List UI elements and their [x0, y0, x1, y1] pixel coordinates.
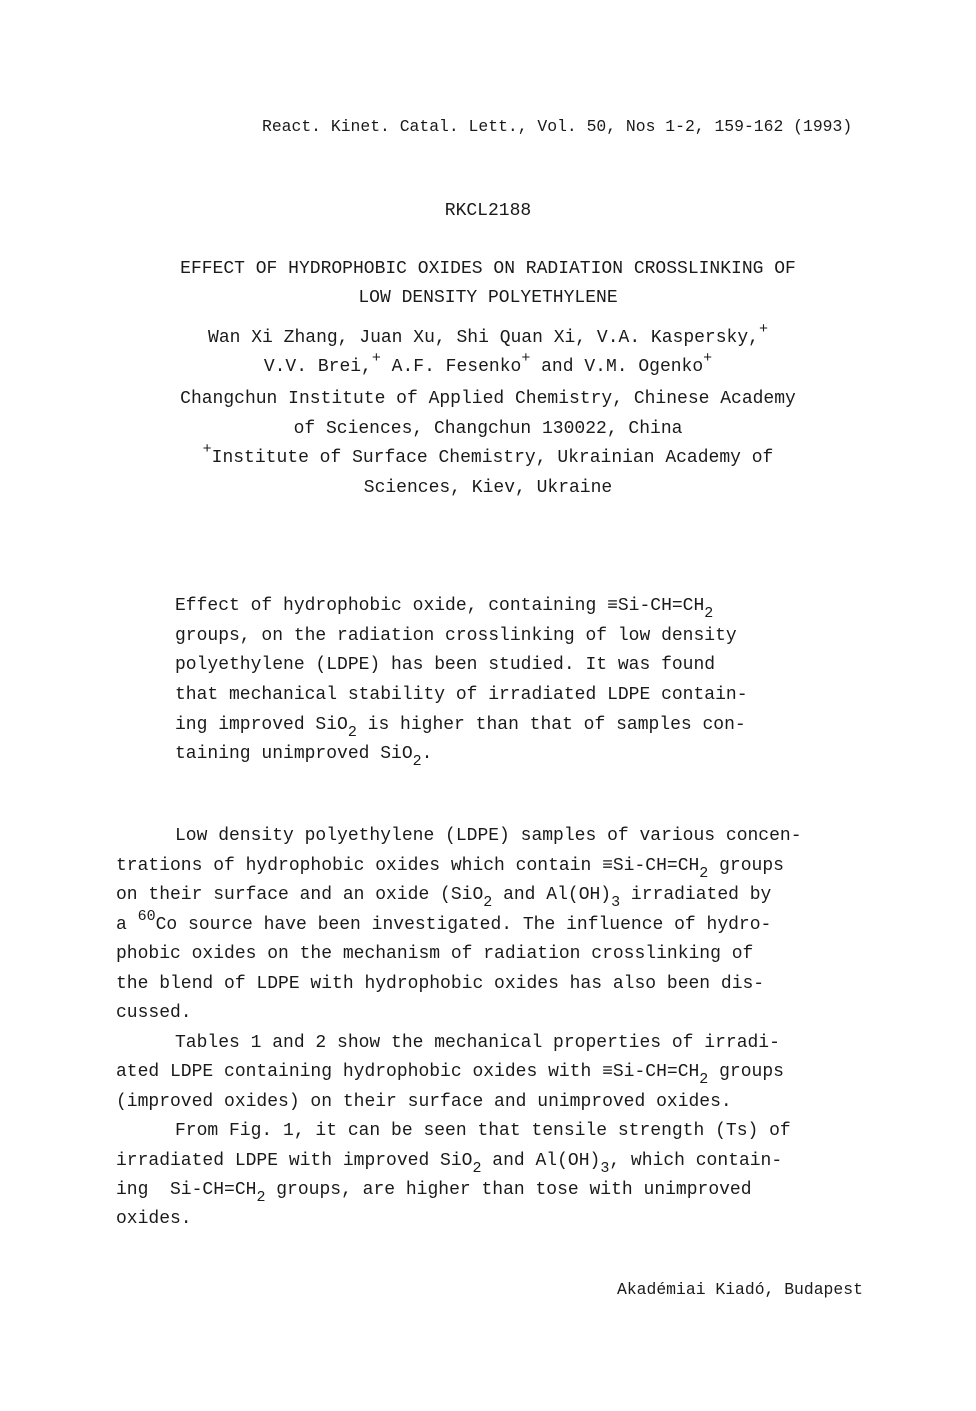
author-fesenko: A.F. Fesenko	[380, 357, 522, 377]
body-text: trations of hydrophobic oxides which contain ≡Si-CH=CH	[116, 856, 700, 876]
subscript: 2	[704, 605, 714, 622]
abstract-line-3: polyethylene (LDPE) has been studied. It was found	[175, 655, 716, 675]
author-brei: V.V. Brei,	[263, 357, 372, 377]
affiliation-mark: +	[758, 321, 768, 338]
body-text: Co source have been investigated. The influence of hydro-	[155, 915, 772, 935]
abstract-text: taining unimproved SiO	[175, 744, 413, 764]
abstract-line-2: groups, on the radiation crosslinking of low density	[175, 626, 737, 646]
subscript: 2	[412, 753, 422, 770]
subscript: 3	[600, 1160, 610, 1177]
subscript: 2	[699, 1071, 709, 1088]
body-p1-line-1: Low density polyethylene (LDPE) samples of various concen-	[175, 826, 802, 846]
abstract-line-4: that mechanical stability of irradiated LDPE contain-	[175, 685, 748, 705]
body-p1-line-5: phobic oxides on the mechanism of radiation crosslinking of	[116, 944, 754, 964]
body-p2-line-3: (improved oxides) on their surface and unimproved oxides.	[116, 1092, 732, 1112]
body-text: groups	[708, 1062, 784, 1082]
affiliation-mark: +	[521, 350, 531, 367]
abstract-line-1	[175, 595, 714, 622]
journal-citation: React. Kinet. Catal. Lett., Vol. 50, Nos 1-2, 159-162 (1993)	[262, 117, 853, 136]
abstract-text: ing improved SiO	[175, 715, 348, 735]
abstract-text: .	[421, 744, 433, 764]
authors-text: Wan Xi Zhang, Juan Xu, Shi Quan Xi, V.A. Kaspersky,	[208, 328, 759, 348]
title-line-2: LOW DENSITY POLYETHYLENE	[358, 288, 618, 308]
subscript: 3	[611, 894, 621, 911]
body-p3-line-2	[116, 1150, 783, 1177]
affiliation-2-line-1	[0, 441, 976, 469]
affiliation-1-line-2: of Sciences, Changchun 130022, China	[293, 419, 683, 439]
abstract-line-6	[175, 743, 433, 770]
body-text: and Al(OH)	[481, 1151, 601, 1171]
affiliation-mark: +	[703, 350, 713, 367]
body-text: ated LDPE containing hydrophobic oxides with ≡Si-CH=CH	[116, 1062, 700, 1082]
affiliation-2-line-2: Sciences, Kiev, Ukraine	[363, 478, 613, 498]
abstract-text: Effect of hydrophobic oxide, containing ≡Si-CH=CH	[175, 596, 705, 616]
abstract-line-5	[175, 714, 746, 741]
body-p1-line-6: the blend of LDPE with hydrophobic oxides has also been dis-	[116, 974, 765, 994]
subscript: 2	[483, 894, 493, 911]
authors-line-2	[0, 350, 976, 378]
subscript: 2	[699, 865, 709, 882]
body-p3-line-3	[116, 1179, 752, 1206]
publisher: Akadémiai Kiadó, Budapest	[617, 1280, 863, 1299]
body-text: and Al(OH)	[492, 885, 612, 905]
body-p1-line-7: cussed.	[116, 1003, 192, 1023]
body-text: groups	[708, 856, 784, 876]
body-text: a	[116, 915, 138, 935]
affiliation-mark: +	[371, 350, 381, 367]
title-line-1: EFFECT OF HYDROPHOBIC OXIDES ON RADIATION CROSSLINKING OF	[180, 259, 796, 279]
superscript: 60	[137, 908, 156, 925]
body-p3-line-1: From Fig. 1, it can be seen that tensile strength (Ts) of	[175, 1121, 791, 1141]
body-text: on their surface and an oxide (SiO	[116, 885, 484, 905]
article-code: RKCL2188	[444, 201, 532, 221]
affiliation-mark: +	[202, 441, 212, 458]
body-p1-line-4	[116, 908, 772, 936]
body-p1-line-3	[116, 884, 772, 911]
subscript: 2	[256, 1189, 266, 1206]
subscript: 2	[472, 1160, 482, 1177]
body-text: irradiated by	[620, 885, 772, 905]
authors-line-1	[0, 321, 976, 349]
body-p1-line-2	[116, 855, 784, 882]
body-p3-line-4: oxides.	[116, 1209, 192, 1229]
body-text: irradiated LDPE with improved SiO	[116, 1151, 473, 1171]
subscript: 2	[347, 724, 357, 741]
body-text: , which contain-	[609, 1151, 783, 1171]
author-ogenko: and V.M. Ogenko	[530, 357, 704, 377]
body-text: groups, are higher than tose with unimproved	[265, 1180, 752, 1200]
affiliation-1-line-1: Changchun Institute of Applied Chemistry, Chinese Academy	[180, 389, 796, 409]
body-p2-line-2	[116, 1061, 784, 1088]
affiliation-2-text: Institute of Surface Chemistry, Ukrainian Academy of	[211, 448, 774, 468]
body-text: ing Si-CH=CH	[116, 1180, 257, 1200]
body-p2-line-1: Tables 1 and 2 show the mechanical properties of irradi-	[175, 1033, 780, 1053]
abstract-text: is higher than that of samples con-	[356, 715, 746, 735]
